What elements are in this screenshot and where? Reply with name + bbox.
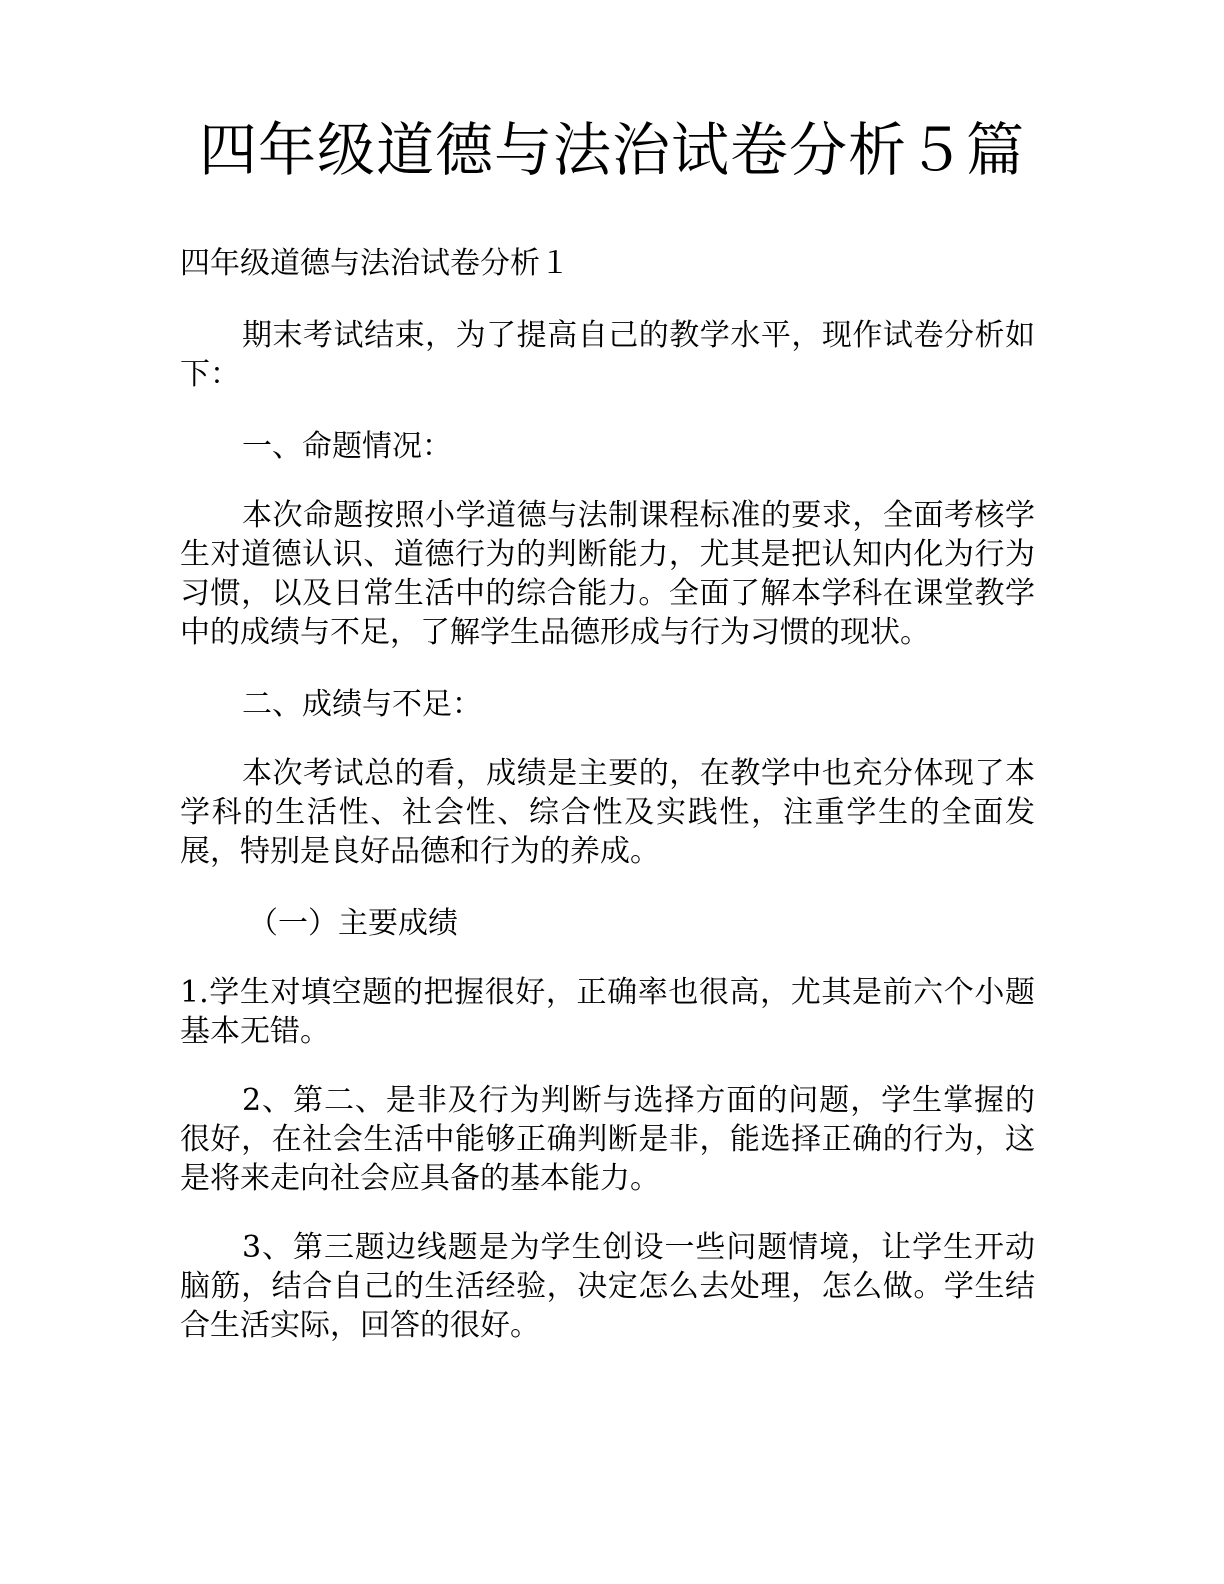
- list-item: 2、第二、是非及行为判断与选择方面的问题，学生掌握的很好，在社会生活中能够正确判断是非，能选择正确的行为，这是将来走向社会应具备的基本能力。: [180, 1083, 1035, 1196]
- list-item: 3、第三题边线题是为学生创设一些问题情境，让学生开动脑筋，结合自己的生活经验，决定怎么去处理，怎么做。学生结合生活实际，回答的很好。: [180, 1230, 1035, 1343]
- list-item: 1.学生对填空题的把握很好，正确率也很高，尤其是前六个小题基本无错。: [180, 975, 1035, 1049]
- subheading-proposition: 一、命题情况：: [242, 429, 452, 464]
- subheading-main-achievements: （一）主要成绩: [248, 906, 458, 941]
- proposition-paragraph: 本次命题按照小学道德与法制课程标准的要求，全面考核学生对道德认识、道德行为的判断能力，尤其是把认知内化为行为习惯，以及日常生活中的综合能力。全面了解本学科在课堂教学中的成绩与不足，了解学生品德形成与行为习惯的现状。: [180, 498, 1035, 650]
- achievements-paragraph: 本次考试总的看，成绩是主要的，在教学中也充分体现了本学科的生活性、社会性、综合性及实践性，注重学生的全面发展，特别是良好品德和行为的养成。: [180, 756, 1035, 869]
- intro-paragraph: 期末考试结束，为了提高自己的教学水平，现作试卷分析如下：: [180, 318, 1035, 392]
- section-heading: 四年级道德与法治试卷分析１: [180, 246, 570, 281]
- subheading-achievements: 二、成绩与不足：: [242, 687, 482, 722]
- document-body: [180, 244, 1035, 1345]
- document-title: 四年级道德与法治试卷分析５篇: [198, 116, 1025, 184]
